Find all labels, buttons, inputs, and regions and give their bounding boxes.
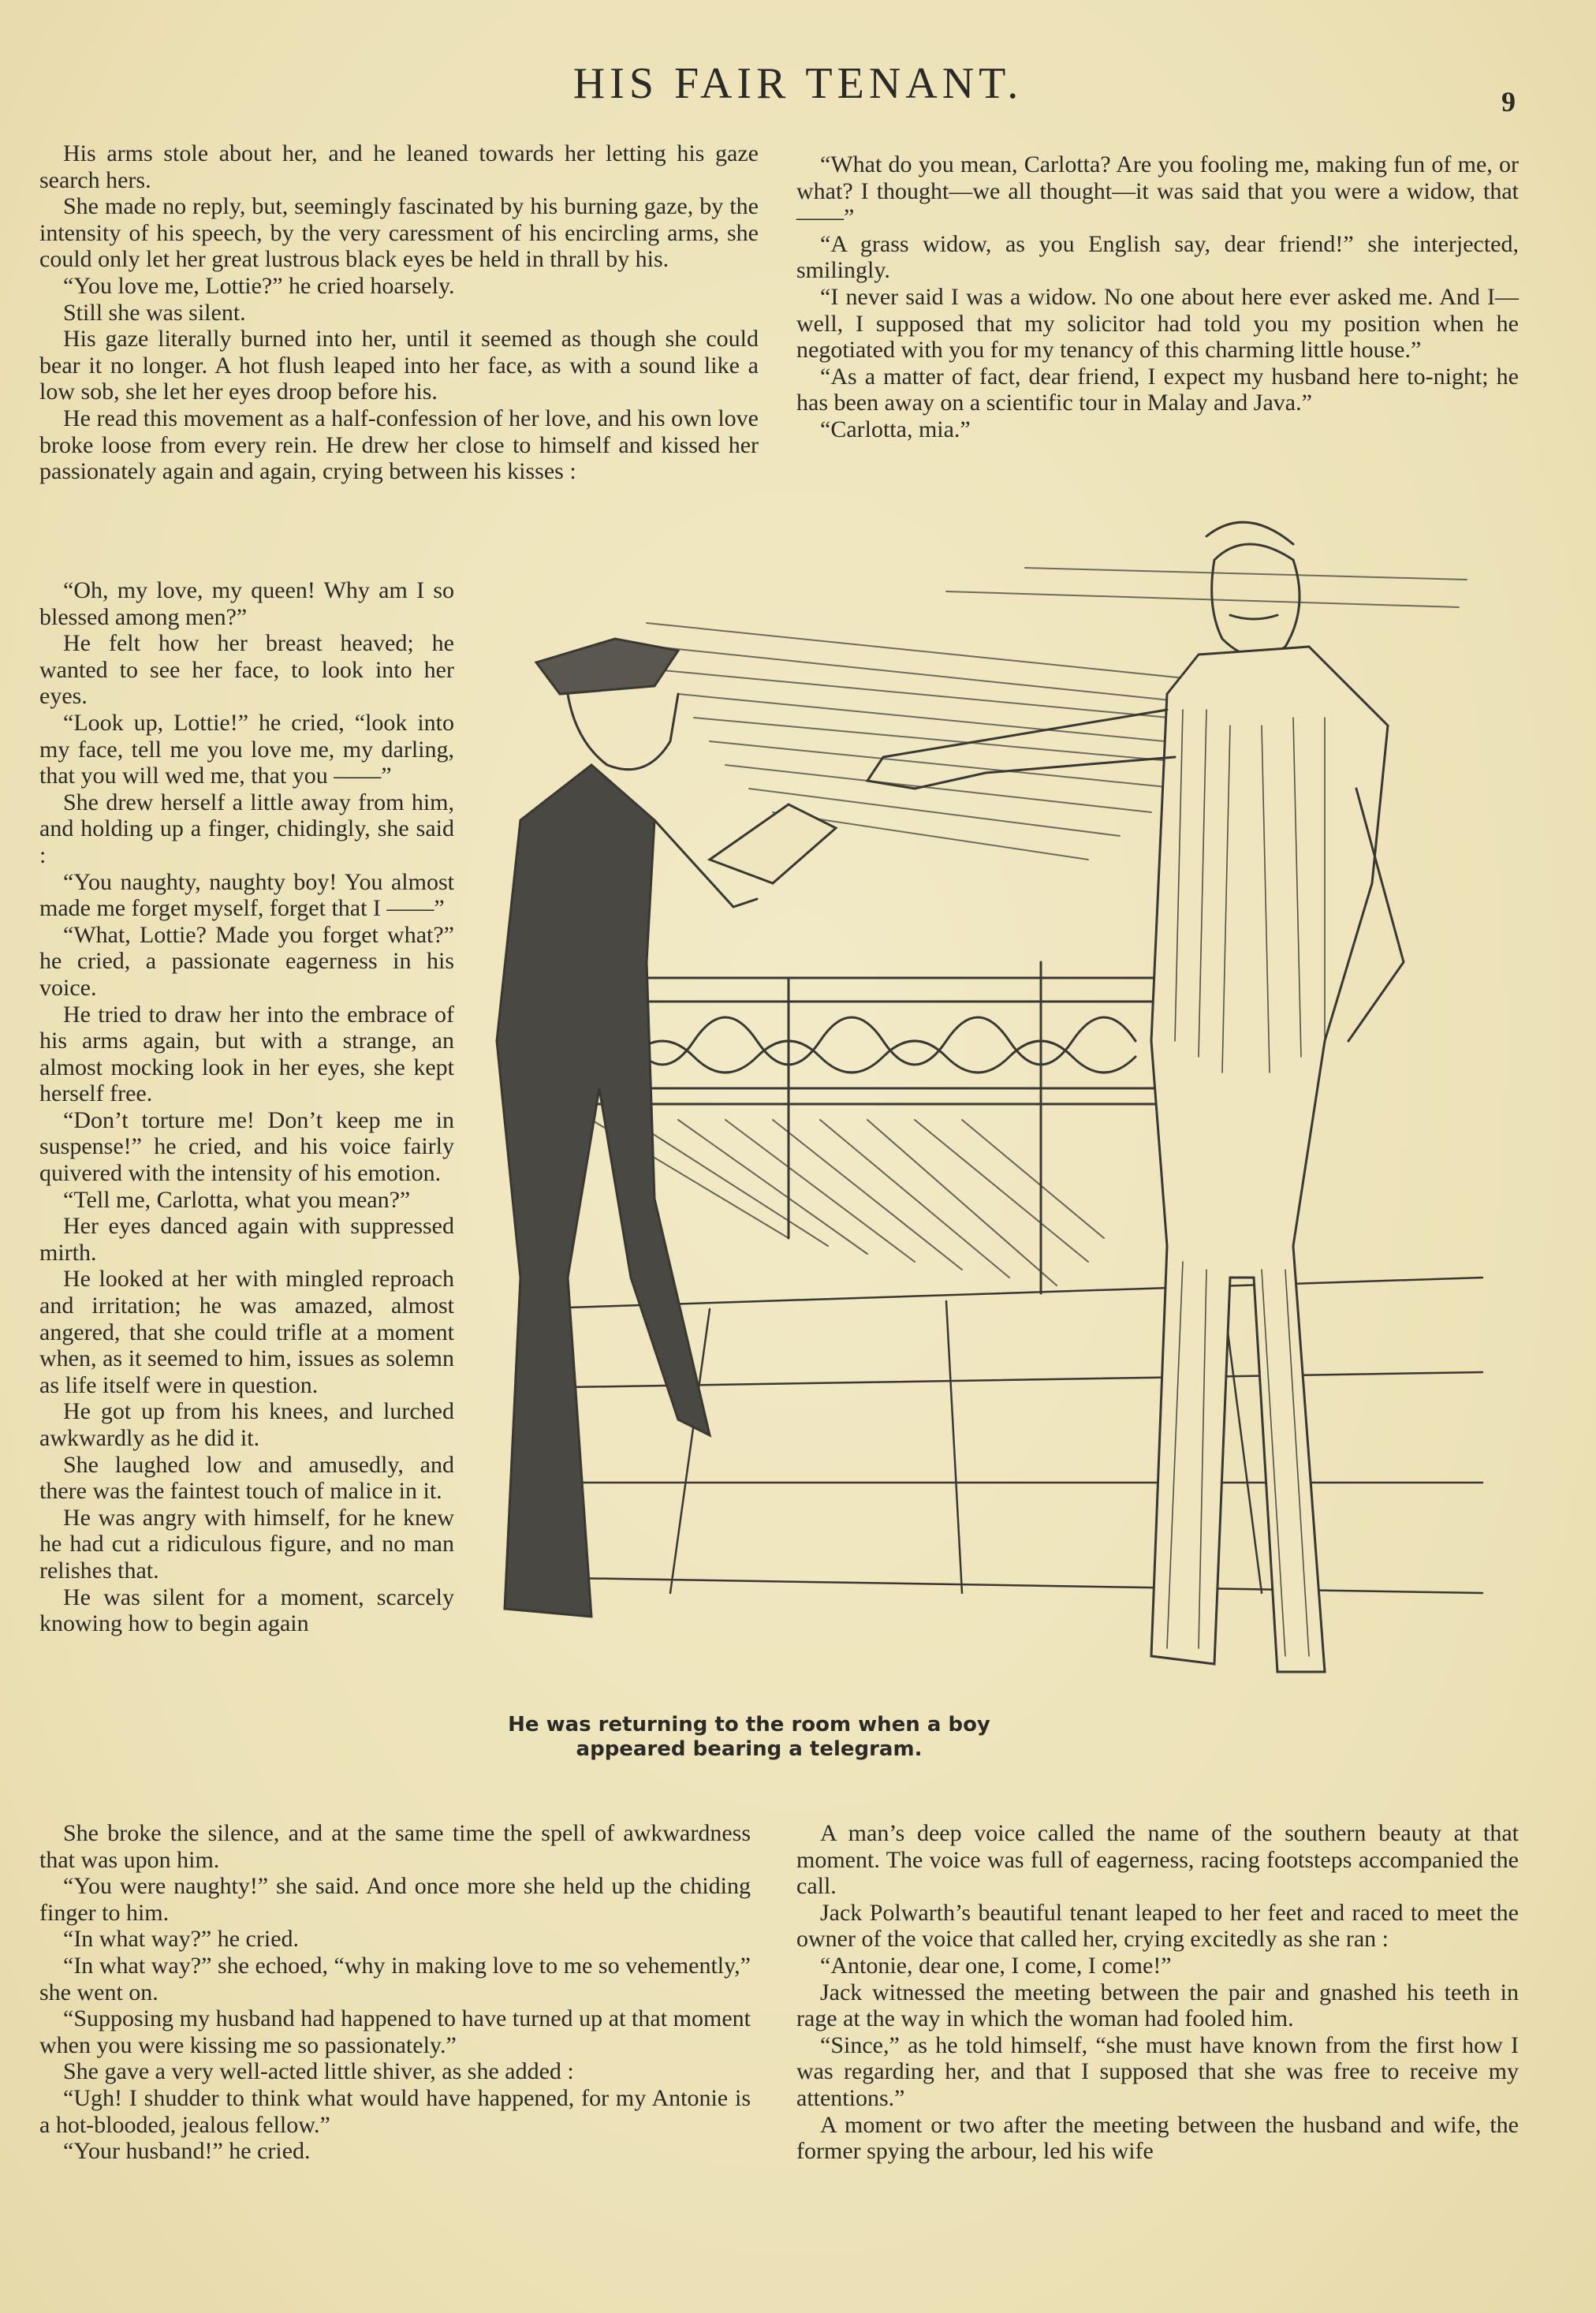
caption-line: appeared bearing a telegram. [576,1737,923,1761]
paragraph: “You naughty, naughty boy! You almost made me forget myself, forget that I ——” [39,868,454,922]
illustration [473,489,1498,1766]
paragraph: “Look up, Lottie!” he cried, “look into my face, tell me you love me, my darling, that you will wed me, that you ——” [39,709,454,789]
boy-figure [497,639,836,1617]
left-column-bottom [39,1820,751,2165]
paragraph: “Carlotta, mia.” [820,416,971,442]
paragraph: Her eyes danced again with suppressed mirth. [39,1213,454,1266]
paragraph: She broke the silence, and at the same time the spell of awkwardness that was upon him. [39,1820,751,1873]
paragraph: He was silent for a moment, scarcely knowing how to begin again [39,1584,454,1637]
paragraph: He looked at her with mingled reproach and irritation; he was amazed, almost angered, that she could trifle at a moment when, as it seemed to him, issues as solemn as life itself were in question. [39,1266,454,1398]
paragraph: “You love me, Lottie?” he cried hoarsely. [63,272,455,299]
paragraph: She made no reply, but, seemingly fascinated by his burning gaze, by the intensity of his speech, by the very caressment of his encircling arms, she could only let her great lustrous black eyes be held in thrall by his. [39,193,759,273]
paragraph: “In what way?” she echoed, “why in making love to me so vehemently,” she went on. [39,1952,751,2005]
paragraph: “Don’t torture me! Don’t keep me in suspense!” he cried, and his voice fairly quivered with the intensity of his emotion. [39,1106,454,1187]
paragraph: “Tell me, Carlotta, what you mean?” [63,1186,411,1213]
paragraph: She gave a very well-acted little shiver, as she added : [63,2058,574,2085]
paragraph: Jack Polwarth’s beautiful tenant leaped to her feet and raced to meet the owner of the voice that called her, crying excitedly as she ran : [796,1899,1519,1953]
right-column-top [796,151,1519,443]
paragraph: “Your husband!” he cried. [63,2138,311,2165]
paragraph: She drew herself a little away from him, and holding up a finger, chidingly, she said : [39,789,454,868]
paragraph: “What do you mean, Carlotta? Are you fooling me, making fun of me, or what? I thought—we all thought—it was said that you were a widow, that——” [796,151,1519,231]
paragraph: His arms stole about her, and he leaned towards her letting his gaze search hers. [39,140,759,193]
paragraph: “Supposing my husband had happened to have turned up at that moment when you were kissing me so passionately.” [39,2005,751,2058]
paragraph: “A grass widow, as you English say, dear friend!” she interjected, smilingly. [796,230,1519,284]
left-column-top [39,140,759,485]
paragraph: A moment or two after the meeting between the husband and wife, the former spying the arbour, led his wife [796,2111,1519,2165]
paragraph: He tried to draw her into the embrace of his arms again, but with a strange, an almost mocking look in her eyes, she kept herself free. [39,1001,454,1107]
paragraph: “What, Lottie? Made you forget what?” he cried, a passionate eagerness in his voice. [39,921,454,1001]
paragraph: She laughed low and amusedly, and there was the faintest touch of malice in it. [39,1451,454,1505]
right-column-bottom [796,1820,1519,2165]
paragraph: He got up from his knees, and lurched awkwardly as he did it. [39,1398,454,1451]
paragraph: “As a matter of fact, dear friend, I expect my husband here to-night; he has been away on a scientific tour in Malay and Java.” [796,363,1519,416]
paragraph: “In what way?” he cried. [63,1926,300,1953]
paragraph: He read this movement as a half-confession of her love, and his own love broke loose from every rein. He drew her close to himself and kissed her passionately again and again, crying between his kisses : [39,405,759,485]
paragraph: “Antonie, dear one, I come, I come!” [820,1952,1172,1979]
paragraph: Jack witnessed the meeting between the pair and gnashed his teeth in rage at the way in which the woman had fooled him. [796,1979,1519,2032]
paragraph: Still she was silent. [63,299,246,326]
left-column-narrow [39,577,454,1637]
paragraph: A man’s deep voice called the name of the southern beauty at that moment. The voice was full of eagerness, racing footsteps accompanied the call. [796,1820,1519,1900]
paragraph: “Oh, my love, my queen! Why am I so blessed among men?” [39,577,454,630]
paragraph: His gaze literally burned into her, until it seemed as though she could bear it no longer. A hot flush leaped into her face, as with a sound like a low sob, she let her eyes droop before his. [39,326,759,405]
illustration-caption [481,1713,1017,1762]
page-title: HIS FAIR TENANT. [572,59,1024,108]
man-figure [867,522,1404,1672]
page-number: 9 [1501,86,1516,118]
paragraph: “I never said I was a widow. No one about here ever asked me. And I—well, I supposed that my solicitor had told you my position when he negotiated with you for my tenancy of this charming little house.” [796,283,1519,364]
paragraph: He felt how her breast heaved; he wanted to see her face, to look into her eyes. [39,630,454,710]
paragraph: He was angry with himself, for he knew he had cut a ridiculous figure, and no man relishes that. [39,1504,454,1584]
paragraph: “You were naughty!” she said. And once more she held up the chiding finger to him. [39,1873,751,1926]
caption-line: He was returning to the room when a boy [508,1713,990,1737]
paragraph: “Ugh! I shudder to think what would have happened, for my Antonie is a hot-blooded, jealous fellow.” [39,2084,751,2138]
paragraph: “Since,” as he told himself, “she must have known from the first how I was regarding her, and that I supposed that she was free to receive my attentions.” [796,2031,1519,2111]
